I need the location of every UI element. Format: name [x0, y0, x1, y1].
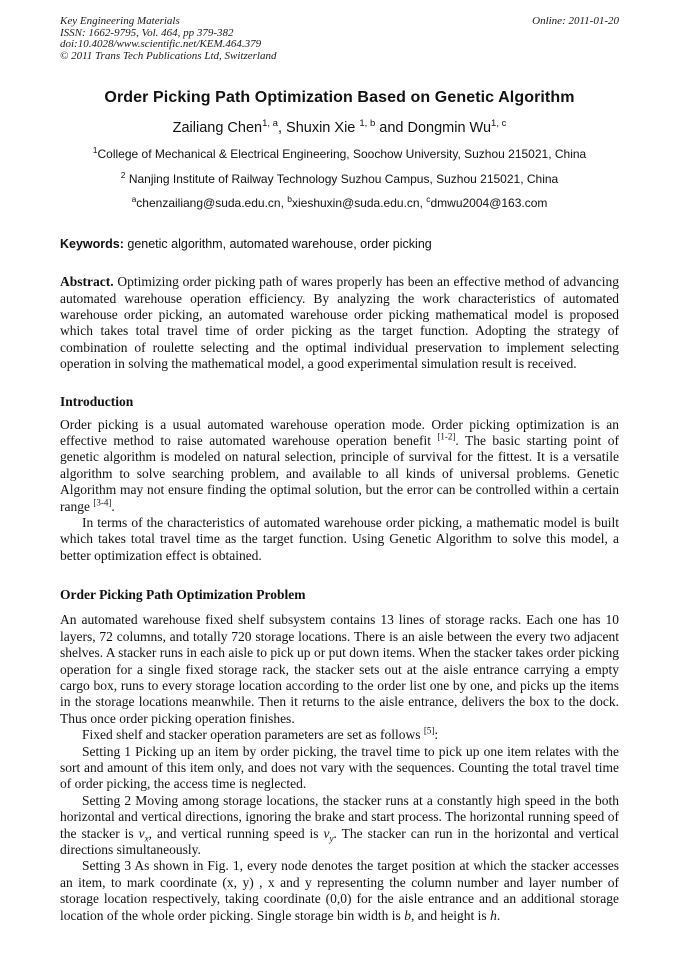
affiliation-2-text: Nanjing Institute of Railway Technology Suzhou Campus, Suzhou 215021, China: [125, 172, 559, 187]
section-heading-problem: Order Picking Path Optimization Problem: [60, 587, 306, 603]
email-1: chenzailiang@suda.edu.cn: [136, 196, 281, 211]
setting2-text-3: . The stacker can run in the horizontal and vertical directions simultaneously.: [60, 825, 619, 857]
citation-ref-1-2: [1-2]: [437, 431, 456, 442]
affiliation-1-sup: 1: [92, 145, 98, 156]
authors-line: [60, 118, 619, 136]
keywords-text: genetic algorithm, automated warehouse, order picking: [123, 237, 432, 252]
paper-title: Order Picking Path Optimization Based on Genetic Algorithm: [104, 89, 575, 107]
email-1-sup: a: [131, 194, 137, 205]
setting3-text-1: Setting 3 As shown in Fig. 1, every node denotes the target position at which the stacker accesses an item, to mark coordinate (x, y) , x and y representing the column number and layer number of storage location respectively, taking coordinate (0,0) for the aisle entrance and an additional storage location of the whole order picking. Single storage bin width is: [60, 858, 619, 923]
variable-vx: [138, 825, 149, 844]
journal-header: [60, 16, 619, 62]
doi-line: doi:10.4028/www.scientific.net/KEM.464.379: [60, 38, 262, 51]
setting2-text-2: , and vertical running speed is: [148, 825, 324, 841]
journal-info-block: [60, 16, 276, 62]
affiliation-1: [60, 145, 619, 161]
intro-paragraph-2: In terms of the characteristics of automated warehouse order picking, a mathematic model is built which takes total travel time as the target function. Using Genetic Algorithm to solve this model, a better optimization effect is obtained.: [60, 515, 619, 563]
setting2-text-1: Setting 2 Moving among storage locations, the stacker runs at a constantly high speed in the both horizontal and vertical directions, ignoring the brake and start process. The horizontal running speed of the stacker is: [60, 792, 619, 841]
issn-volume-line: ISSN: 1662-9795, Vol. 464, pp 379-382: [60, 26, 234, 39]
email-separator-1: ,: [280, 196, 288, 211]
problem-paragraph-setting2: [60, 793, 619, 859]
citation-ref-3-4: [3-4]: [93, 497, 112, 508]
author-separator-2: and: [375, 120, 408, 137]
author-sup-1: 1, a: [262, 118, 278, 130]
email-2-sup: b: [287, 194, 292, 205]
keywords-label: Keywords:: [60, 237, 124, 252]
author-name-2: Shuxin Xie: [286, 120, 360, 137]
problem-paragraph-2: [60, 727, 619, 743]
email-separator-2: ,: [419, 196, 427, 211]
copyright-line: © 2011 Trans Tech Publications Ltd, Switzerland: [60, 49, 277, 62]
abstract-label: Abstract.: [60, 274, 114, 290]
affiliation-1-text: College of Mechanical & Electrical Engineering, Soochow University, Suzhou 215021, China: [97, 147, 587, 162]
variable-b: b: [404, 907, 411, 923]
author-name-1: Zailiang Chen: [172, 120, 263, 137]
journal-name: Key Engineering Materials: [60, 15, 180, 27]
problem-p2-text-1: Fixed shelf and stacker operation parameters are set as follows: [82, 727, 424, 743]
setting3-text-2: , and height is: [410, 907, 491, 923]
variable-vx-subscript: x: [144, 833, 149, 844]
variable-vy: [323, 825, 334, 844]
author-name-3: Dongmin Wu: [407, 120, 492, 137]
problem-paragraph-setting1: Setting 1 Picking up an item by order picking, the travel time to pick up one item relates with the sort and amount of this item only, and does not vary with the sequences. Counting the total travel time of order picking, the access time is neglected.: [60, 743, 619, 792]
abstract-text: Optimizing order picking path of wares properly has been an effective method of advancing automated warehouse operation efficiency. By analyzing the work characteristics of automated warehouse order picking, an automated warehouse order picking mathematical model is proposed which takes total travel time of order picking as the target function. Adopting the strategy of combination of roulette selecting and the optimal individual preservation to implement selecting operation in solving the mathematical model, a good experimental simulation result is received.: [60, 274, 619, 372]
citation-ref-5: [5]: [423, 725, 435, 736]
abstract-paragraph: [60, 274, 619, 372]
author-sup-3: 1, c: [491, 118, 507, 130]
affiliation-2-sup: 2: [120, 170, 126, 181]
variable-vy-letter: v: [323, 825, 330, 841]
intro-p1-text-2: . The basic starting point of genetic algorithm is modeled on natural selection, principle of survival for the fittest. It is a versatile algorithm to solve searching problem, and available to all kinds of universal problems. Genetic Algorithm may not ensure finding the optimal solution, but the error can be controlled within a certain range: [60, 433, 619, 514]
problem-paragraph-setting3: [60, 858, 619, 924]
online-date: Online: 2011-01-20: [532, 15, 619, 27]
variable-h: h: [490, 907, 497, 923]
variable-vx-letter: v: [138, 825, 145, 841]
intro-paragraph-1: [60, 417, 619, 515]
email-2: xieshuxin@suda.edu.cn: [291, 196, 420, 211]
intro-p1-text-3: .: [111, 498, 115, 514]
keywords-line: [60, 237, 619, 251]
author-separator-1: ,: [277, 120, 287, 137]
author-sup-2: 1, b: [359, 118, 376, 130]
variable-vy-subscript: y: [329, 833, 334, 844]
affiliation-2: [60, 170, 619, 186]
email-3: dmwu2004@163.com: [430, 196, 548, 211]
emails-line: [60, 194, 619, 210]
problem-paragraph-1: An automated warehouse fixed shelf subsystem contains 13 lines of storage racks. Each one has 10 layers, 72 columns, and totally 720 storage locations. There is an aisle between the every two adjacent shelves. A stacker runs in each aisle to pick up or put down items. When the stacker takes order picking operation for a single fixed storage rack, the stacker sets out at the aisle entrance carrying a empty cargo box, runs to every storage location according to the order list one by one, and picks up the items in the storage locations meanwhile. Then it returns to the aisle entrance, delivers the box to the dock. Thus once order picking operation finishes.: [60, 612, 619, 726]
problem-p2-text-2: :: [434, 727, 439, 743]
email-3-sup: c: [426, 194, 431, 205]
intro-p1-text-1: Order picking is a usual automated warehouse operation mode. Order picking optimization is an effective method to raise automated warehouse operation benefit: [60, 416, 619, 449]
setting3-text-3: .: [496, 907, 501, 923]
section-heading-introduction: Introduction: [60, 393, 134, 409]
